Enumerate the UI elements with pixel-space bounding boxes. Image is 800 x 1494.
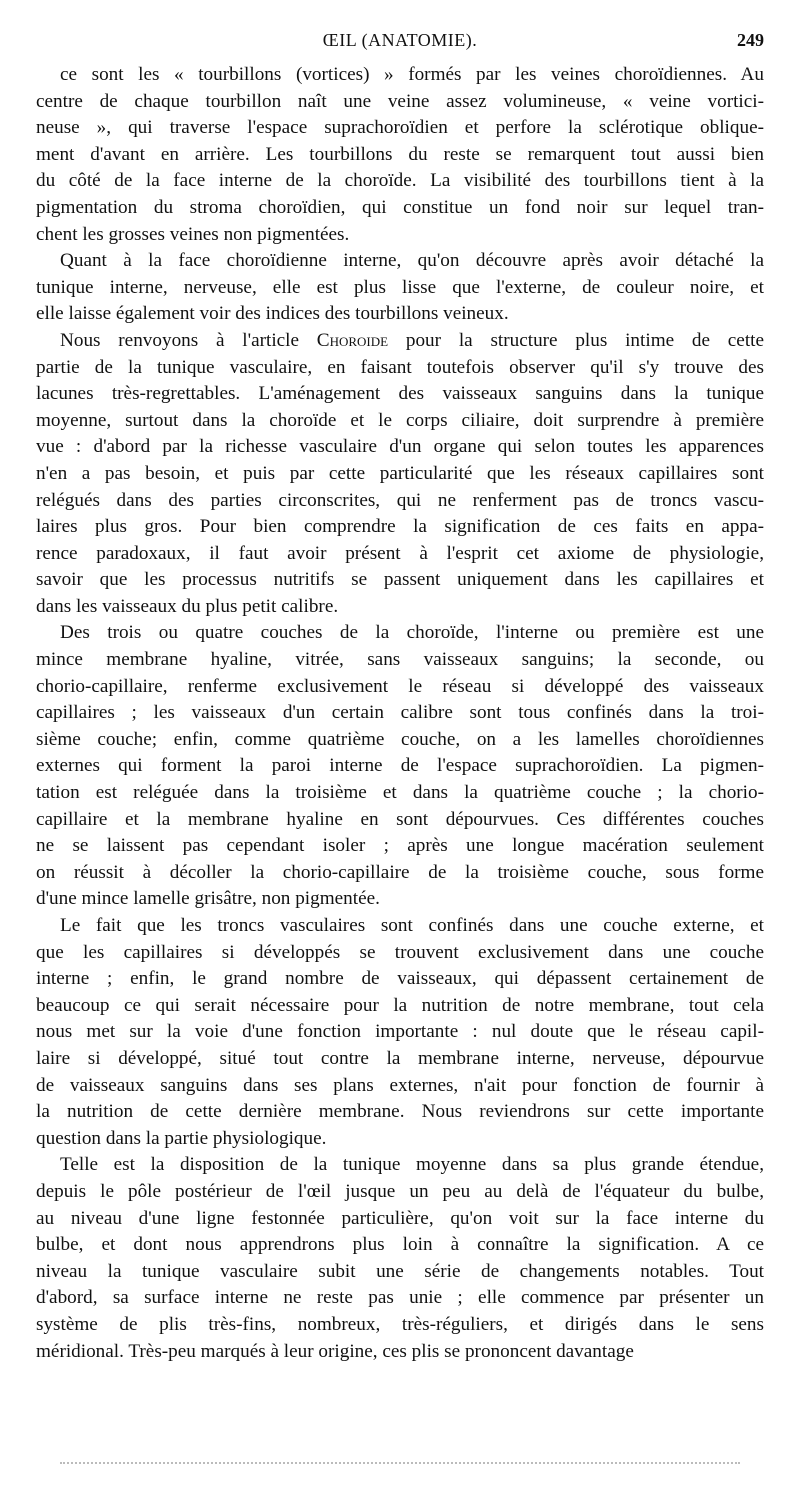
text-line: Telle est la disposition de la tunique moyenne dans sa plus grande étendue, [60, 1154, 764, 1176]
text-line: elle laisse également voir des indices des tourbillons veineux. [36, 303, 509, 325]
text-line: niveau la tunique vasculaire subit une série de changements notables. Tout [36, 1260, 764, 1282]
text-line: question dans la partie physiologique. [36, 1127, 327, 1149]
page-bottom-dots [60, 1462, 740, 1468]
text-line: laires plus gros. Pour bien comprendre la signification de ces faits en appa- [36, 516, 764, 538]
text-line: d'une mince lamelle grisâtre, non pigmentée. [36, 888, 380, 910]
text-line: n'en a pas besoin, et puis par cette particularité que les réseaux capillaires sont [36, 462, 764, 484]
text-line: lacunes très-regrettables. L'aménagement des vaisseaux sanguins dans la tunique [36, 383, 764, 405]
text-line: laire si développé, situé tout contre la membrane interne, nerveuse, dépourvue [36, 1047, 764, 1069]
text-line: ce sont les « tourbillons (vortices) » formés par les veines choroïdiennes. Au [60, 64, 764, 85]
text-line: tation est reléguée dans la troisième et dans la quatrième couche ; la chorio- [36, 782, 764, 804]
page-header [36, 30, 764, 54]
text-line: la nutrition de cette dernière membrane. Nous reviendrons sur cette importante [36, 1101, 764, 1123]
text-line: ment d'avant en arrière. Les tourbillons du reste se remarquent tout aussi bien [36, 143, 764, 165]
text-line: bulbe, et dont nous apprendrons plus loin à connaître la signification. A ce [36, 1234, 764, 1256]
text-line: Quant à la face choroïdienne interne, qu'on découvre après avoir détaché la [60, 250, 764, 272]
text-line: depuis le pôle postérieur de l'œil jusque un peu au delà de l'équateur du bulbe, [36, 1180, 764, 1202]
text-line: savoir que les processus nutritifs se passent uniquement dans les capillaires et [36, 569, 764, 591]
text-line: que les capillaires si développés se trouvent exclusivement dans une couche [36, 941, 764, 963]
text-line: beaucoup ce qui serait nécessaire pour la nutrition de notre membrane, tout cela [36, 994, 764, 1016]
text-line: d'abord, sa surface interne ne reste pas unie ; elle commence par présenter un [36, 1287, 764, 1309]
paragraph-p4 [36, 620, 764, 913]
text-line: de vaisseaux sanguins dans ses plans externes, n'ait pour fonction de fournir à [36, 1074, 764, 1096]
text-line: pigmentation du stroma choroïdien, qui constitue un fond noir sur lequel tran- [36, 196, 764, 218]
text-line: mince membrane hyaline, vitrée, sans vaisseaux sanguins; la seconde, ou [36, 649, 764, 671]
text-line: interne ; enfin, le grand nombre de vaisseaux, qui dépassent certainement de [36, 968, 764, 990]
text-line: ne se laissent pas cependant isoler ; après une longue macération seulement [36, 835, 764, 857]
paragraph-p2 [36, 248, 764, 328]
text-line: capillaire et la membrane hyaline en sont dépourvues. Ces différentes couches [36, 808, 764, 830]
text-line: nous met sur la voie d'une fonction importante : nul doute que le réseau capil- [36, 1021, 764, 1043]
running-title: ŒIL (ANATOMIE). [322, 30, 478, 50]
text-line: méridional. Très-peu marqués à leur origine, ces plis se prononcent davantage [36, 1340, 634, 1362]
text-line: chorio-capillaire, renferme exclusivement le réseau si développé des vaisseaux [36, 675, 764, 697]
text-line: neuse », qui traverse l'espace suprachoroïdien et perfore la sclérotique oblique- [36, 117, 764, 139]
text-line: capillaires ; les vaisseaux d'un certain calibre sont tous confinés dans la troi- [36, 702, 764, 724]
paragraph-p5 [36, 913, 764, 1152]
text-line: sième couche; enfin, comme quatrième couche, on a les lamelles choroïdiennes [36, 728, 764, 750]
text-line: vue : d'abord par la richesse vasculaire d'un organe qui selon toutes les apparences [36, 436, 764, 458]
text-line: système de plis très-fins, nombreux, très-réguliers, et dirigés dans le sens [36, 1313, 764, 1335]
article-reference: Choroide [316, 329, 389, 351]
body-text [36, 62, 764, 1365]
paragraph-p3 [36, 328, 764, 621]
text-line: Des trois ou quatre couches de la choroïde, l'interne ou première est une [60, 622, 764, 644]
text-line: Nous renvoyons à l'article Choroide pour la structure plus intime de cette [60, 329, 765, 351]
text-line: relégués dans des parties circonscrites, qui ne renferment pas de troncs vascu- [36, 489, 764, 511]
text-line: externes qui forment la paroi interne de l'espace suprachoroïdien. La pigmen- [36, 755, 764, 777]
text-line: dans les vaisseaux du plus petit calibre. [36, 595, 339, 617]
page-number: 249 [737, 30, 764, 50]
text-line: du côté de la face interne de la choroïde. La visibilité des tourbillons tient à la [36, 170, 764, 192]
text-line: on réussit à décoller la chorio-capillaire de la troisième couche, sous forme [36, 861, 764, 883]
text-line: moyenne, surtout dans la choroïde et le corps ciliaire, doit surprendre à première [36, 409, 764, 431]
paragraph-p1 [36, 62, 764, 248]
paragraph-p6 [36, 1152, 764, 1365]
text-line: partie de la tunique vasculaire, en faisant toutefois observer qu'il s'y trouve des [36, 356, 764, 378]
text-line: rence paradoxaux, il faut avoir présent à l'esprit cet axiome de physiologie, [36, 542, 764, 564]
text-line: chent les grosses veines non pigmentées. [36, 223, 350, 245]
text-line: au niveau d'une ligne festonnée particulière, qu'on voit sur la face interne du [36, 1207, 764, 1229]
text-line: centre de chaque tourbillon naît une veine assez volumineuse, « veine vortici- [36, 90, 764, 112]
text-line: Le fait que les troncs vasculaires sont confinés dans une couche externe, et [60, 915, 764, 936]
text-line: tunique interne, nerveuse, elle est plus lisse que l'externe, de couleur noire, et [36, 276, 764, 298]
